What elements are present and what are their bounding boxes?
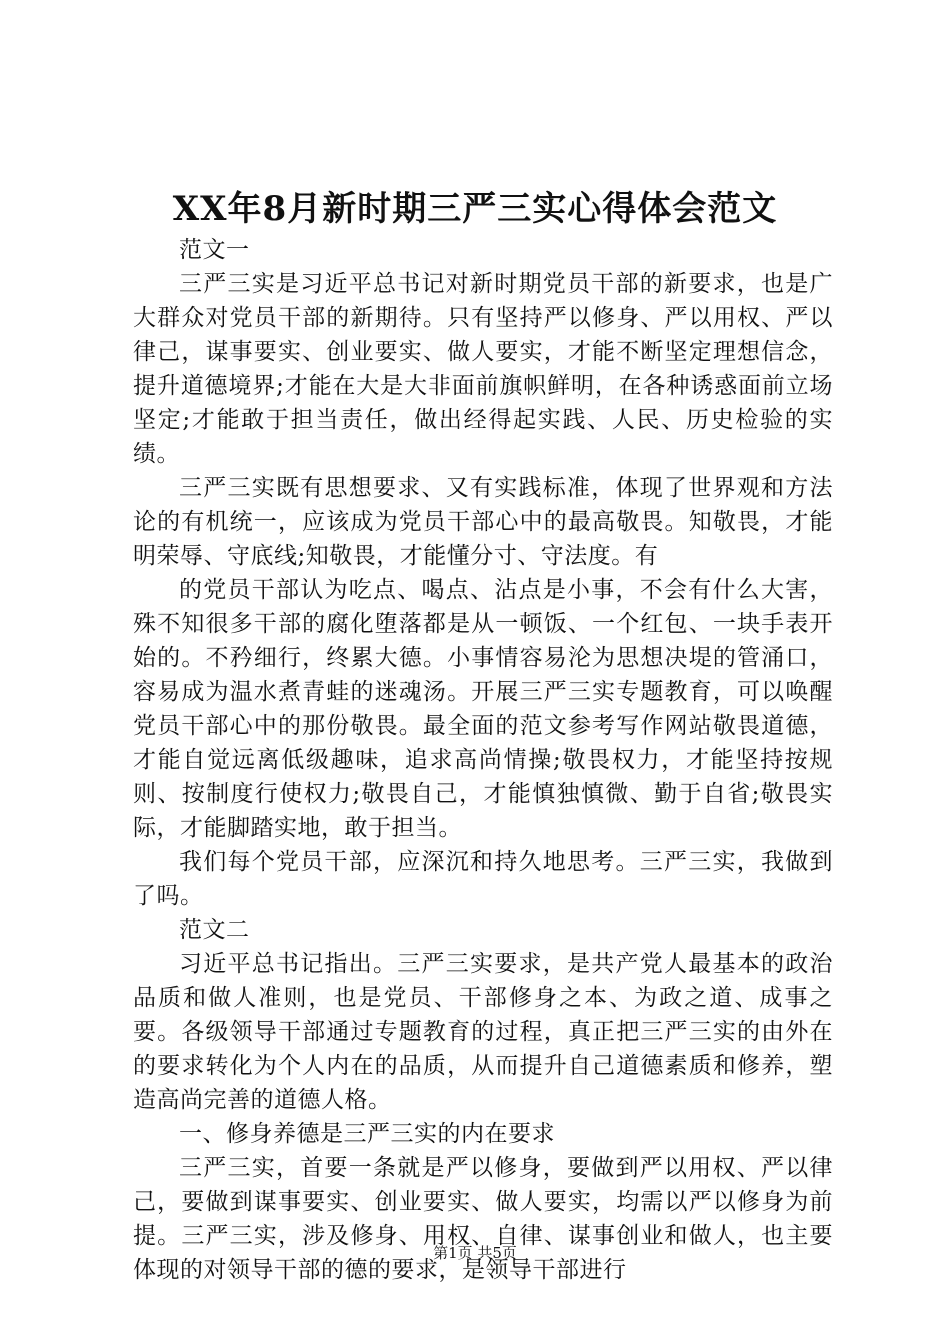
- subheading: 一、修身养德是三严三实的内在要求: [179, 1121, 555, 1147]
- document-body: [133, 233, 833, 1287]
- section-heading-fanwen-1: 范文一: [179, 237, 250, 263]
- paragraph: 习近平总书记指出。三严三实要求，是共产党人最基本的政治品质和做人准则，也是党员、干部修身之本、为政之道、成事之要。各级领导干部通过专题教育的过程，真正把三严三实的由外在的要求转化为个人内在的品质，从而提升自己道德素质和修养，塑造高尚完善的道德人格。: [133, 951, 833, 1113]
- paragraph: 三严三实是习近平总书记对新时期党员干部的新要求，也是广大群众对党员干部的新期待。只有坚持严以修身、严以用权、严以律己，谋事要实、创业要实、做人要实，才能不断坚定理想信念，提升道德境界;才能在大是大非面前旗帜鲜明，在各种诱惑面前立场坚定;才能敢于担当责任，做出经得起实践、人民、历史检验的实绩。: [133, 271, 833, 467]
- section-heading-fanwen-2: 范文二: [179, 917, 250, 943]
- page-footer: 第1页 共5页: [433, 1244, 517, 1262]
- document-title: XX年8月新时期三严三实心得体会范文: [172, 189, 778, 229]
- paragraph: 我们每个党员干部，应深沉和持久地思考。三严三实，我做到了吗。: [133, 849, 833, 909]
- paragraph: 的党员干部认为吃点、喝点、沾点是小事，不会有什么大害，殊不知很多干部的腐化堕落都是从一顿饭、一个红包、一块手表开始的。不矜细行，终累大德。小事情容易沦为思想决堤的管涌口，容易成为温水煮青蛙的迷魂汤。开展三严三实专题教育，可以唤醒党员干部心中的那份敬畏。最全面的范文参考写作网站敬畏道德，才能自觉远离低级趣味，追求高尚情操;敬畏权力，才能坚持按规则、按制度行使权力;敬畏自己，才能慎独慎微、勤于自省;敬畏实际，才能脚踏实地，敢于担当。: [133, 577, 833, 841]
- paragraph: 三严三实既有思想要求、又有实践标准，体现了世界观和方法论的有机统一，应该成为党员干部心中的最高敬畏。知敬畏，才能明荣辱、守底线;知敬畏，才能懂分寸、守法度。有: [133, 475, 833, 569]
- paragraph: 三严三实，首要一条就是严以修身，要做到严以用权、严以律己，要做到谋事要实、创业要实、做人要实，均需以严以修身为前提。三严三实，涉及修身、用权、自律、谋事创业和做人，也主要体现的对领导干部的德的要求，是领导干部进行: [133, 1155, 833, 1283]
